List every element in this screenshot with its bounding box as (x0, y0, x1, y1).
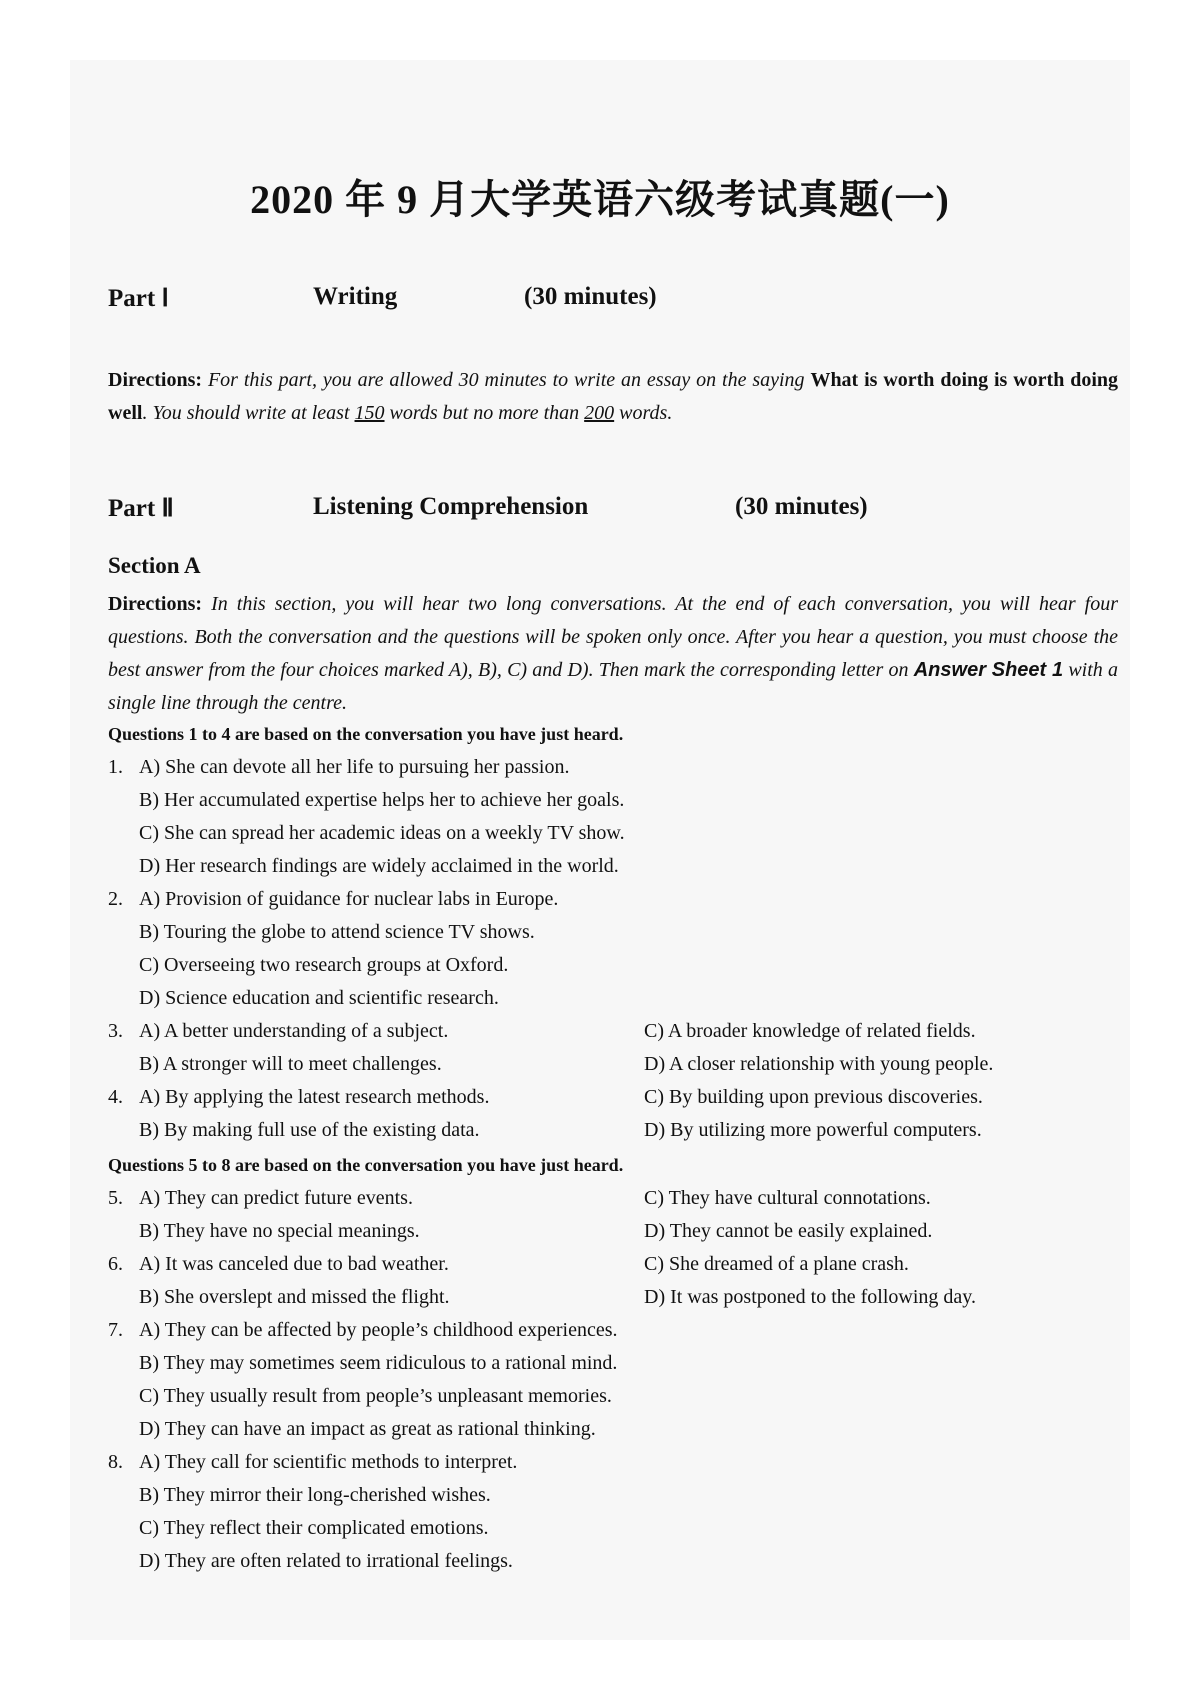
group2-heading: Questions 5 to 8 are based on the conversation you have just heard. (108, 1155, 624, 1175)
option-c[interactable]: C) They usually result from people’s unpleasant memories. (139, 1385, 612, 1407)
directions-text: For this part, you are allowed 30 minutes to write an essay on the saying (207, 369, 811, 391)
directions-text: words but no more than (384, 402, 585, 424)
option-a[interactable]: A) They can predict future events. (139, 1187, 413, 1209)
option-d[interactable]: D) Science education and scientific research. (139, 987, 499, 1009)
option-c[interactable]: C) Overseeing two research groups at Oxford. (139, 954, 509, 976)
part1-directions (108, 364, 1118, 430)
option-d[interactable]: D) They cannot be easily explained. (644, 1220, 933, 1242)
directions-text: with a single line through the centre. (108, 659, 1118, 714)
option-a[interactable]: A) A better understanding of a subject. (139, 1020, 449, 1042)
question-number: 2. (108, 888, 123, 910)
min-words: 150 (354, 402, 385, 424)
option-c[interactable]: C) A broader knowledge of related fields. (644, 1020, 976, 1042)
max-words: 200 (584, 402, 615, 424)
option-b[interactable]: B) They may sometimes seem ridiculous to a rational mind. (139, 1352, 618, 1374)
option-d[interactable]: D) Her research findings are widely acclaimed in the world. (139, 855, 619, 877)
option-b[interactable]: B) Touring the globe to attend science TV shows. (139, 921, 535, 943)
group1-heading: Questions 1 to 4 are based on the conversation you have just heard. (108, 724, 624, 744)
option-c[interactable]: C) They have cultural connotations. (644, 1187, 931, 1209)
option-b[interactable]: B) A stronger will to meet challenges. (139, 1053, 442, 1075)
option-d[interactable]: D) They can have an impact as great as rational thinking. (139, 1418, 596, 1440)
directions-label: Directions: (108, 593, 203, 615)
part1-label: Part Ⅰ (108, 285, 169, 312)
directions-text: words. (614, 402, 673, 424)
option-a[interactable]: A) They can be affected by people’s childhood experiences. (139, 1319, 618, 1341)
question-number: 1. (108, 756, 123, 778)
question-number: 4. (108, 1086, 123, 1108)
option-a[interactable]: A) She can devote all her life to pursuing her passion. (139, 756, 570, 778)
option-a[interactable]: A) Provision of guidance for nuclear labs in Europe. (139, 888, 559, 910)
section-title: Section A (108, 553, 201, 578)
part1-time: (30 minutes) (524, 283, 657, 310)
option-b[interactable]: B) They have no special meanings. (139, 1220, 420, 1242)
question-number: 8. (108, 1451, 123, 1473)
option-d[interactable]: D) They are often related to irrational feelings. (139, 1550, 513, 1572)
page-title: 2020 年 9 月大学英语六级考试真题(一) (250, 177, 950, 222)
part2-name: Listening Comprehension (313, 493, 589, 520)
option-c[interactable]: C) They reflect their complicated emotions. (139, 1517, 489, 1539)
option-b[interactable]: B) She overslept and missed the flight. (139, 1286, 450, 1308)
option-c[interactable]: C) She can spread her academic ideas on a weekly TV show. (139, 822, 625, 844)
question-number: 5. (108, 1187, 123, 1209)
directions-text: In this section, you will hear two long conversations. At the end of each conversation, you will hear four questions. Both the conversation and the questions will be spoken only once. After you hear a question, you must choose the best answer from the four choices marked A), B), C) and D). Then mark the corresponding letter on (108, 593, 1119, 681)
answer-sheet-label: Answer Sheet 1 (913, 659, 1064, 681)
option-b[interactable]: B) They mirror their long-cherished wishes. (139, 1484, 491, 1506)
question-number: 3. (108, 1020, 123, 1042)
option-d[interactable]: D) A closer relationship with young people. (644, 1053, 994, 1075)
part2-time: (30 minutes) (735, 493, 868, 520)
directions-label: Directions: (108, 369, 203, 391)
option-c[interactable]: C) She dreamed of a plane crash. (644, 1253, 909, 1275)
question-number: 7. (108, 1319, 123, 1341)
directions-text: . You should write at least (142, 402, 355, 424)
option-b[interactable]: B) Her accumulated expertise helps her to achieve her goals. (139, 789, 625, 811)
saying-text: What is worth doing is worth doing well (108, 369, 1119, 424)
option-d[interactable]: D) It was postponed to the following day. (644, 1286, 976, 1308)
option-a[interactable]: A) By applying the latest research methods. (139, 1086, 490, 1108)
option-b[interactable]: B) By making full use of the existing data. (139, 1119, 480, 1141)
option-a[interactable]: A) They call for scientific methods to interpret. (139, 1451, 518, 1473)
question-number: 6. (108, 1253, 123, 1275)
option-c[interactable]: C) By building upon previous discoveries. (644, 1086, 983, 1108)
part2-label: Part Ⅱ (108, 495, 174, 522)
option-a[interactable]: A) It was canceled due to bad weather. (139, 1253, 449, 1275)
option-d[interactable]: D) By utilizing more powerful computers. (644, 1119, 982, 1141)
part1-name: Writing (313, 283, 398, 310)
part2-directions (108, 588, 1118, 720)
